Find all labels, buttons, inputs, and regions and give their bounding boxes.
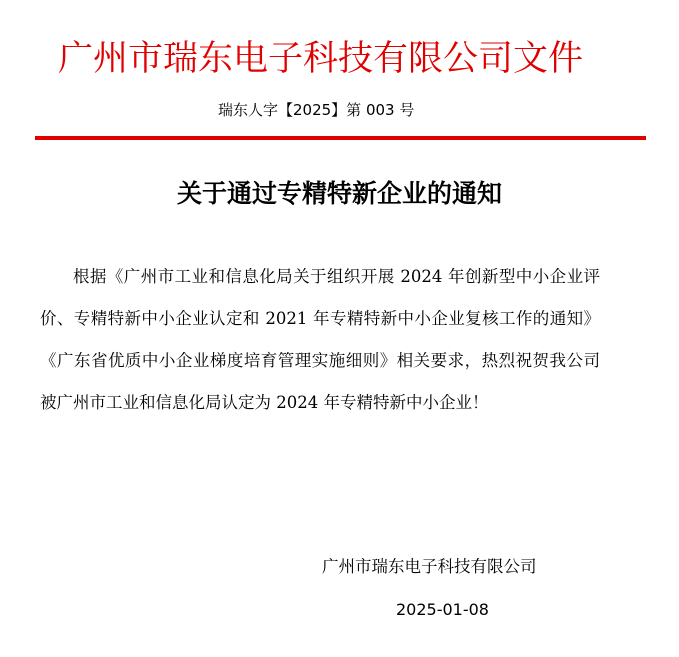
notice-body: 根据《广州市工业和信息化局关于组织开展 2024 年创新型中小企业评价、专精特新中小企业认定和 2021 年专精特新中小企业复核工作的通知》《广东省优质中小企业梯度培育管理实施细则》相关要求，热烈祝贺我公司被广州市工业和信息化局认定为 2024 年专精特新中小企业！	[40, 267, 600, 412]
notice-title: 关于通过专精特新企业的通知	[176, 179, 502, 208]
document-number: 瑞东人字【2025】第 003 号	[218, 101, 415, 119]
organization-title: 广州市瑞东电子科技有限公司文件	[58, 39, 584, 79]
signature-company: 广州市瑞东电子科技有限公司	[322, 557, 537, 576]
red-divider	[35, 136, 646, 140]
notice-date: 2025-01-08	[396, 600, 489, 619]
